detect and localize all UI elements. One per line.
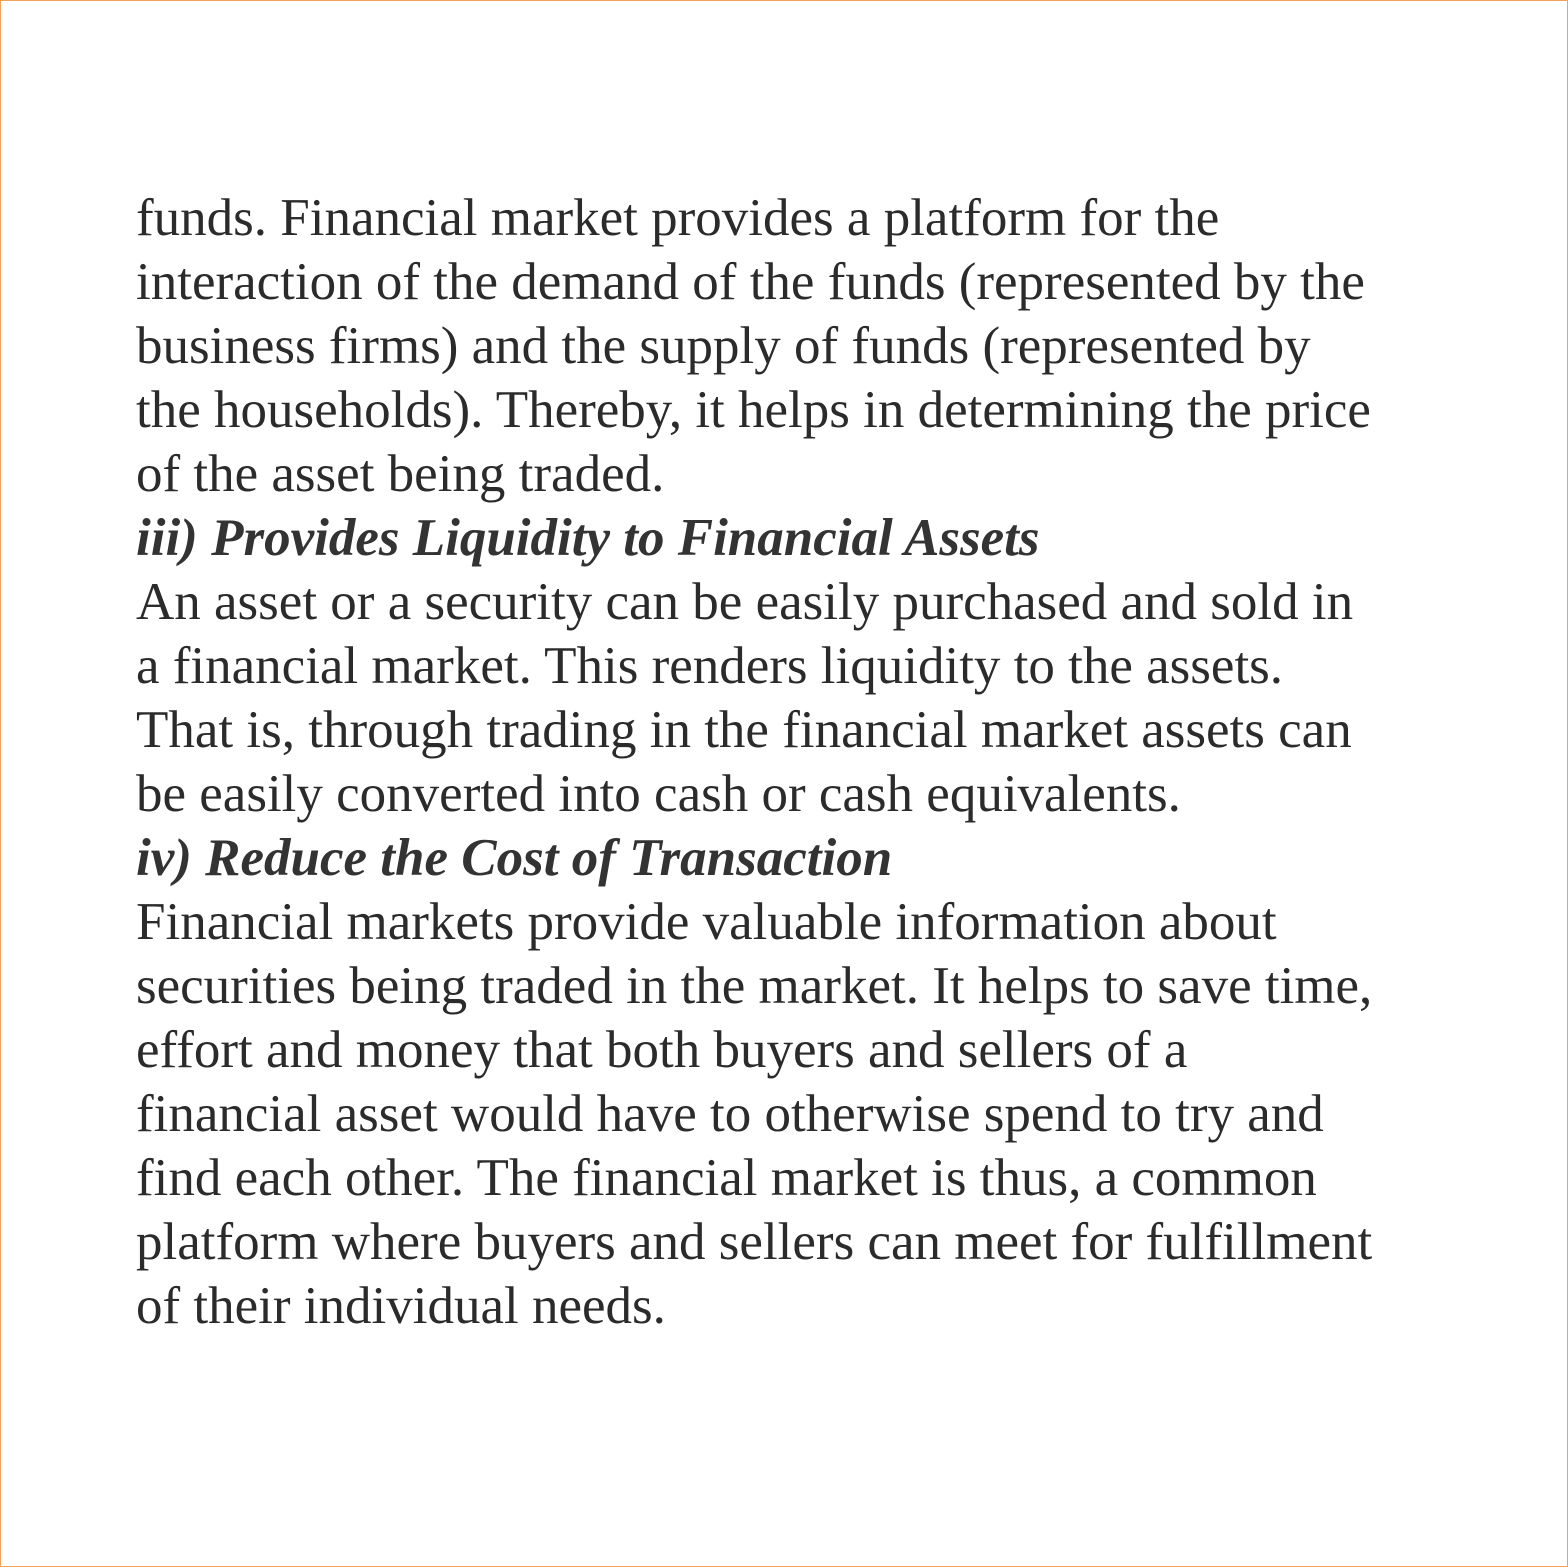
text-line: financial asset would have to otherwise spend to try and bbox=[136, 1085, 1324, 1143]
text-line: be easily converted into cash or cash equivalents. bbox=[136, 765, 1181, 823]
text-line: platform where buyers and sellers can meet for fulfillment bbox=[136, 1213, 1373, 1271]
text-line: find each other. The financial market is thus, a common bbox=[136, 1149, 1317, 1207]
text-line: funds. Financial market provides a platform for the bbox=[136, 189, 1220, 247]
paragraph-transaction-cost bbox=[136, 890, 1466, 1338]
paragraph-liquidity bbox=[136, 570, 1466, 826]
text-line: interaction of the demand of the funds (represented by the bbox=[136, 253, 1365, 311]
heading-reduce-cost: iv) Reduce the Cost of Transaction bbox=[136, 829, 893, 887]
text-line: Financial markets provide valuable information about bbox=[136, 893, 1277, 951]
text-line: An asset or a security can be easily purchased and sold in bbox=[136, 573, 1354, 631]
text-line: the households). Thereby, it helps in determining the price bbox=[136, 381, 1371, 439]
text-line: business firms) and the supply of funds (represented by bbox=[136, 317, 1311, 375]
heading-provides-liquidity: iii) Provides Liquidity to Financial Assets bbox=[136, 509, 1040, 567]
text-line: a financial market. This renders liquidity to the assets. bbox=[136, 637, 1284, 695]
text-line: That is, through trading in the financial market assets can bbox=[136, 701, 1352, 759]
page-content bbox=[136, 186, 1466, 1338]
text-line: of their individual needs. bbox=[136, 1277, 666, 1335]
text-line: securities being traded in the market. It helps to save time, bbox=[136, 957, 1373, 1015]
text-line: effort and money that both buyers and sellers of a bbox=[136, 1021, 1188, 1079]
text-line: of the asset being traded. bbox=[136, 445, 665, 503]
paragraph-funds-interaction bbox=[136, 186, 1466, 506]
